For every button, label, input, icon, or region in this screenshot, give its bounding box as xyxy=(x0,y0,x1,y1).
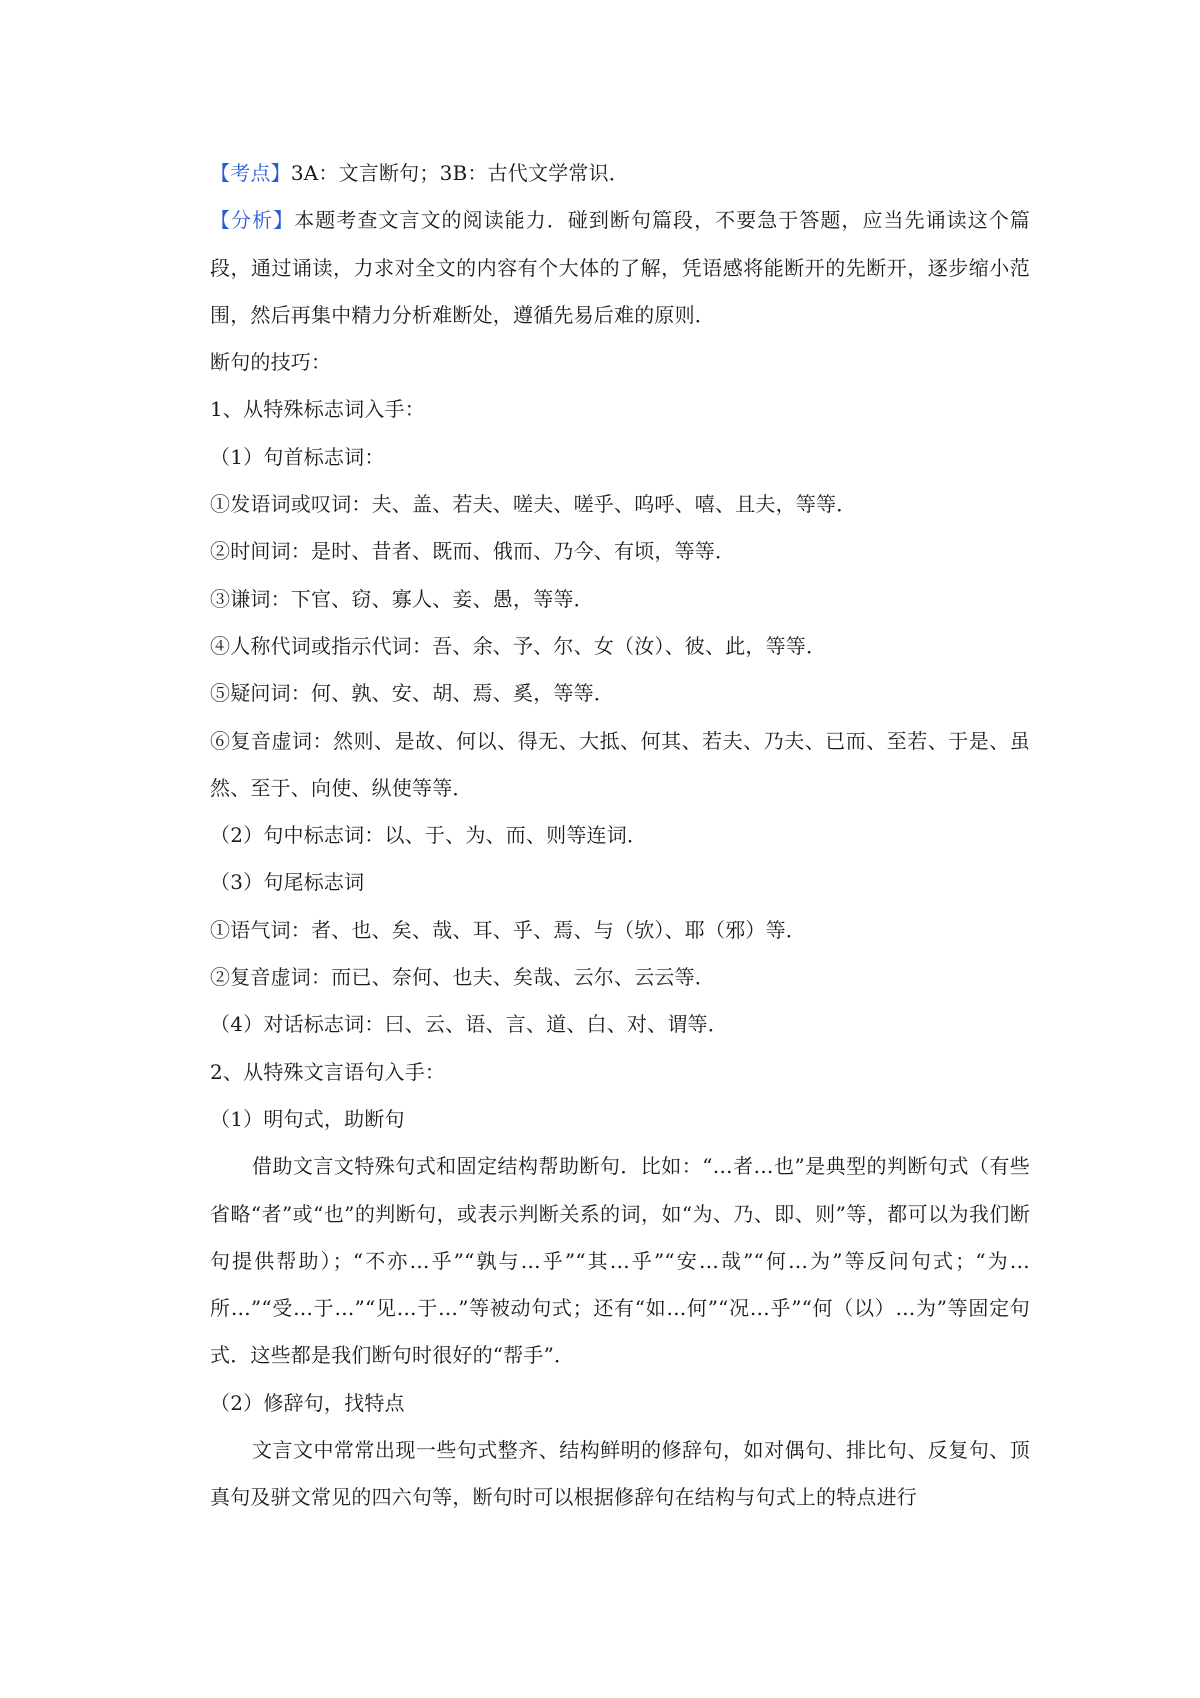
subsection-1-2: （2）句中标志词：以、于、为、而、则等连词． xyxy=(210,823,648,848)
subsection-1-1: （1）句首标志词： xyxy=(210,444,385,469)
item-fuyinxuci-2: ②复音虚词：而已、奈何、也夫、矣哉、云尔、云云等． xyxy=(210,965,715,990)
paragraph-sentence-patterns: 借助文言文特殊句式和固定结构帮助断句．比如：“…者…也”是典型的判断句式（有些省略“者”或“也”的判断句，或表示判断关系的词，如“为、乃、即、则”等，都可以为我们断句提供帮助）；“不亦…乎”“孰与…乎”“其…乎”“安…哉”“何…为”等反问句式；“为…所…”“受…于…”“见…于…”等被动句式；还有“如…何”“况…乎”“何（以）…为”等固定句式．这些都是我们断句时很好的“帮手”． xyxy=(210,1154,1030,1368)
item-qianci: ③谦词：下官、窃、寡人、妾、愚，等等． xyxy=(210,586,594,611)
paragraph-rhetoric: 文言文中常常出现一些句式整齐、结构鲜明的修辞句，如对偶句、排比句、反复句、顶真句及骈文常见的四六句等，断句时可以根据修辞句在结构与句式上的特点进行 xyxy=(210,1438,1030,1510)
section-2-heading: 2、从特殊文言语句入手： xyxy=(210,1059,446,1084)
item-fuyinxuci: ⑥复音虚词：然则、是故、何以、得无、大抵、何其、若夫、乃夫、已而、至若、于是、虽然、至于、向使、纵使等等． xyxy=(210,728,1030,800)
fenxi-tag: 【分析】 xyxy=(210,208,295,233)
technique-heading: 断句的技巧： xyxy=(210,350,332,375)
item-daici: ④人称代词或指示代词：吾、余、予、尔、女（汝）、彼、此，等等． xyxy=(210,633,827,658)
fenxi-text: 本题考查文言文的阅读能力．碰到断句篇段，不要急于答题，应当先诵读这个篇段，通过诵读，力求对全文的内容有个大体的了解，凭语感将能断开的先断开，逐步缩小范围，然后再集中精力分析难断处，遵循先易后难的原则． xyxy=(210,208,1031,327)
subsection-1-3: （3）句尾标志词 xyxy=(210,870,365,895)
subsection-2-1: （1）明句式，助断句 xyxy=(210,1106,405,1131)
item-fayuci: ①发语词或叹词：夫、盖、若夫、嗟夫、嗟乎、呜呼、嘻、且夫，等等． xyxy=(210,492,857,517)
kaodian-line xyxy=(210,150,1030,197)
item-yiwenci: ⑤疑问词：何、孰、安、胡、焉、奚，等等． xyxy=(210,681,614,706)
section-1-heading: 1、从特殊标志词入手： xyxy=(210,397,425,422)
item-yuqici: ①语气词：者、也、矣、哉、耳、乎、焉、与（欤）、耶（邪）等． xyxy=(210,917,806,942)
kaodian-text: 3A：文言断句；3B：古代文学常识． xyxy=(290,161,630,185)
item-shijianci: ②时间词：是时、昔者、既而、俄而、乃今、有顷，等等． xyxy=(210,539,736,564)
subsection-1-4: （4）对话标志词：曰、云、语、言、道、白、对、谓等． xyxy=(210,1012,728,1037)
document-page xyxy=(210,150,1030,1522)
subsection-2-2: （2）修辞句，找特点 xyxy=(210,1390,405,1415)
kaodian-tag: 【考点】 xyxy=(210,161,291,185)
fenxi-paragraph xyxy=(210,197,1030,339)
